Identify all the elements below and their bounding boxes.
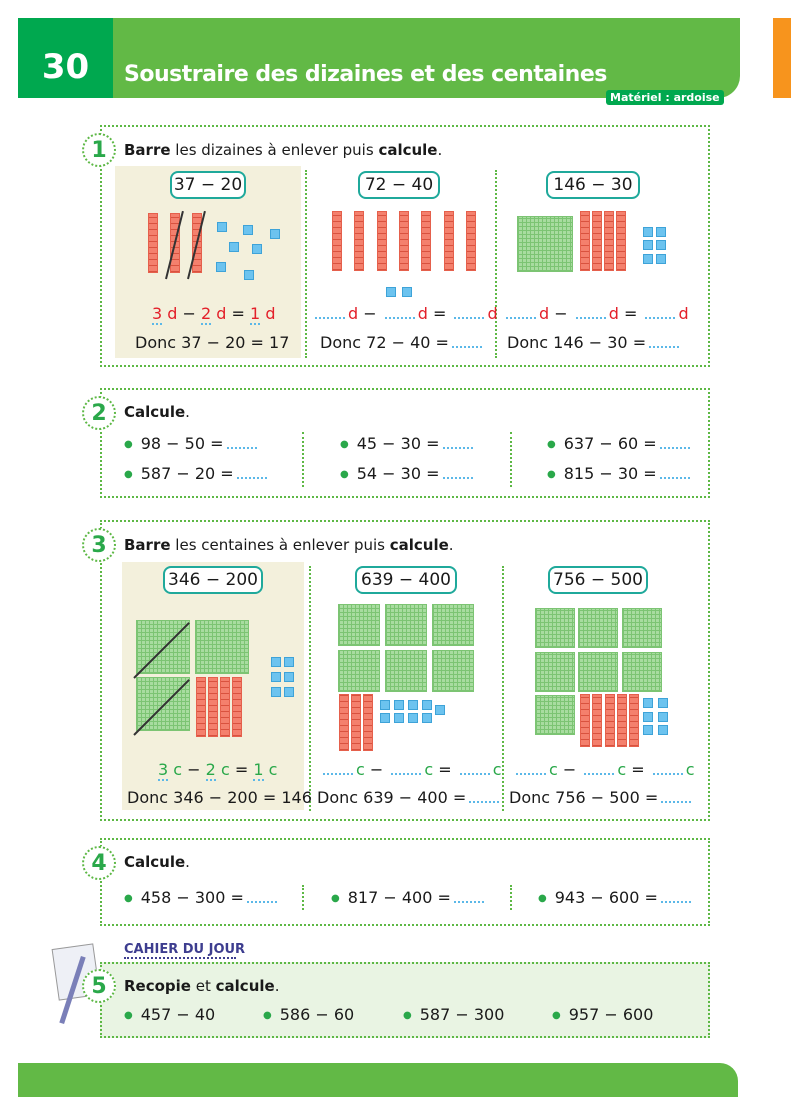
unit-cube bbox=[380, 713, 390, 723]
unit-cube bbox=[658, 712, 668, 722]
unit-cube bbox=[394, 713, 404, 723]
hundred-flat bbox=[385, 650, 427, 692]
unit-cube bbox=[656, 227, 666, 237]
hundred-flat bbox=[338, 604, 380, 646]
ten-rod bbox=[339, 694, 349, 751]
unit-cube bbox=[252, 244, 262, 254]
lesson-title: Soustraire des dizaines et des centaines bbox=[124, 62, 607, 87]
unit-cube bbox=[243, 225, 253, 235]
tens-equation[interactable]: d − d = d bbox=[503, 304, 689, 323]
exercise-number: 5 bbox=[82, 969, 116, 1003]
ten-rod bbox=[592, 211, 602, 271]
page-tab bbox=[773, 18, 791, 98]
ten-rod bbox=[208, 677, 218, 737]
unit-cube bbox=[284, 687, 294, 697]
divider bbox=[302, 885, 304, 910]
unit-cube bbox=[386, 287, 396, 297]
unit-cube bbox=[643, 698, 653, 708]
operation-box: 37 − 20 bbox=[170, 171, 246, 199]
calc-item[interactable]: ● 45 − 30 = bbox=[340, 434, 476, 453]
unit-cube bbox=[658, 698, 668, 708]
unit-cube bbox=[408, 713, 418, 723]
instruction: Recopie et calcule. bbox=[124, 977, 280, 995]
ten-rod bbox=[377, 211, 387, 271]
unit-cube bbox=[402, 287, 412, 297]
hundred-flat bbox=[535, 652, 575, 692]
unit-cube bbox=[271, 657, 281, 667]
operation-box: 756 − 500 bbox=[548, 566, 648, 594]
exercise-number: 3 bbox=[82, 528, 116, 562]
unit-cube bbox=[643, 712, 653, 722]
ten-rod bbox=[399, 211, 409, 271]
copy-item: ● 586 − 60 bbox=[263, 1005, 354, 1024]
ten-rod bbox=[232, 677, 242, 737]
hundred-flat bbox=[622, 652, 662, 692]
hundred-flat bbox=[338, 650, 380, 692]
ten-rod bbox=[604, 211, 614, 271]
ten-rod bbox=[220, 677, 230, 737]
unit-cube bbox=[284, 672, 294, 682]
hundreds-equation[interactable]: c − c = c bbox=[513, 760, 695, 779]
result-line[interactable]: Donc 756 − 500 = bbox=[509, 788, 694, 807]
material-badge: Matériel : ardoise bbox=[606, 90, 724, 105]
tens-equation: 3 d − 2 d = 1 d bbox=[152, 304, 276, 323]
calc-item[interactable]: ● 587 − 20 = bbox=[124, 464, 270, 483]
unit-cube bbox=[643, 725, 653, 735]
copy-item: ● 587 − 300 bbox=[403, 1005, 504, 1024]
result-line[interactable]: Donc 72 − 40 = bbox=[320, 333, 485, 352]
unit-cube bbox=[656, 254, 666, 264]
exercise-number: 2 bbox=[82, 396, 116, 430]
unit-cube bbox=[284, 657, 294, 667]
unit-cube bbox=[394, 700, 404, 710]
hundred-flat bbox=[578, 652, 618, 692]
calc-item[interactable]: ● 817 − 400 = bbox=[331, 888, 487, 907]
unit-cube bbox=[270, 229, 280, 239]
hundred-flat bbox=[385, 604, 427, 646]
unit-cube bbox=[643, 254, 653, 264]
hundred-flat bbox=[432, 604, 474, 646]
ten-rod bbox=[617, 694, 627, 747]
unit-cube bbox=[643, 227, 653, 237]
unit-cube bbox=[408, 700, 418, 710]
hundred-flat bbox=[535, 608, 575, 648]
ten-rod bbox=[580, 694, 590, 747]
operation-box: 146 − 30 bbox=[546, 171, 640, 199]
operation-box: 346 − 200 bbox=[163, 566, 263, 594]
ten-rod bbox=[332, 211, 342, 271]
exercise-5 bbox=[100, 962, 710, 1038]
calc-item[interactable]: ● 943 − 600 = bbox=[538, 888, 694, 907]
calc-item[interactable]: ● 54 − 30 = bbox=[340, 464, 476, 483]
exercise-number: 1 bbox=[82, 133, 116, 167]
calc-item[interactable]: ● 458 − 300 = bbox=[124, 888, 280, 907]
divider bbox=[510, 432, 512, 487]
ten-rod bbox=[605, 694, 615, 747]
ten-rod bbox=[363, 694, 373, 751]
instruction: Calcule. bbox=[124, 853, 190, 871]
divider bbox=[495, 170, 497, 358]
unit-cube bbox=[435, 705, 445, 715]
ten-rod bbox=[580, 211, 590, 271]
calc-item[interactable]: ● 98 − 50 = bbox=[124, 434, 260, 453]
ten-rod bbox=[421, 211, 431, 271]
hundred-flat bbox=[535, 695, 575, 735]
calc-item[interactable]: ● 637 − 60 = bbox=[547, 434, 693, 453]
result-line[interactable]: Donc 639 − 400 = bbox=[317, 788, 502, 807]
hundred-flat bbox=[517, 216, 573, 272]
divider bbox=[302, 432, 304, 487]
ten-rod bbox=[148, 213, 158, 273]
hundred-flat bbox=[432, 650, 474, 692]
unit-cube bbox=[217, 222, 227, 232]
result-line: Donc 346 − 200 = 146 bbox=[127, 788, 312, 807]
unit-cube bbox=[658, 725, 668, 735]
unit-cube bbox=[380, 700, 390, 710]
result-line: Donc 37 − 20 = 17 bbox=[135, 333, 290, 352]
operation-box: 639 − 400 bbox=[355, 566, 457, 594]
unit-cube bbox=[271, 687, 281, 697]
unit-cube bbox=[422, 700, 432, 710]
ten-rod bbox=[196, 677, 206, 737]
unit-cube bbox=[271, 672, 281, 682]
instruction: Calcule. bbox=[124, 403, 190, 421]
ten-rod bbox=[466, 211, 476, 271]
result-line[interactable]: Donc 146 − 30 = bbox=[507, 333, 682, 352]
hundred-flat bbox=[578, 608, 618, 648]
ten-rod bbox=[351, 694, 361, 751]
unit-cube bbox=[643, 240, 653, 250]
calc-item[interactable]: ● 815 − 30 = bbox=[547, 464, 693, 483]
ten-rod bbox=[629, 694, 639, 747]
ten-rod bbox=[616, 211, 626, 271]
ten-rod bbox=[444, 211, 454, 271]
exercise-number: 4 bbox=[82, 846, 116, 880]
exercise-4 bbox=[100, 838, 710, 926]
hundred-flat bbox=[622, 608, 662, 648]
unit-cube bbox=[656, 240, 666, 250]
hundred-flat bbox=[195, 620, 249, 674]
hundreds-equation: 3 c − 2 c = 1 c bbox=[158, 760, 278, 779]
unit-cube bbox=[422, 713, 432, 723]
lesson-number: 30 bbox=[18, 18, 113, 98]
footer-bar bbox=[18, 1063, 738, 1097]
tens-equation[interactable]: d − d = d bbox=[312, 304, 498, 323]
operation-box: 72 − 40 bbox=[358, 171, 440, 199]
hundreds-equation[interactable]: c − c = c bbox=[320, 760, 502, 779]
instruction: Barre les dizaines à enlever puis calcule. bbox=[124, 141, 443, 159]
divider bbox=[502, 566, 504, 811]
unit-cube bbox=[229, 242, 239, 252]
copy-item: ● 457 − 40 bbox=[124, 1005, 215, 1024]
divider bbox=[305, 170, 307, 358]
unit-cube bbox=[216, 262, 226, 272]
divider bbox=[309, 566, 311, 811]
ten-rod bbox=[592, 694, 602, 747]
ten-rod bbox=[354, 211, 364, 271]
instruction: Barre les centaines à enlever puis calcule. bbox=[124, 536, 454, 554]
cahier-label: CAHIER DU JOUR bbox=[124, 942, 246, 957]
copy-item: ● 957 − 600 bbox=[552, 1005, 653, 1024]
unit-cube bbox=[244, 270, 254, 280]
divider bbox=[510, 885, 512, 910]
